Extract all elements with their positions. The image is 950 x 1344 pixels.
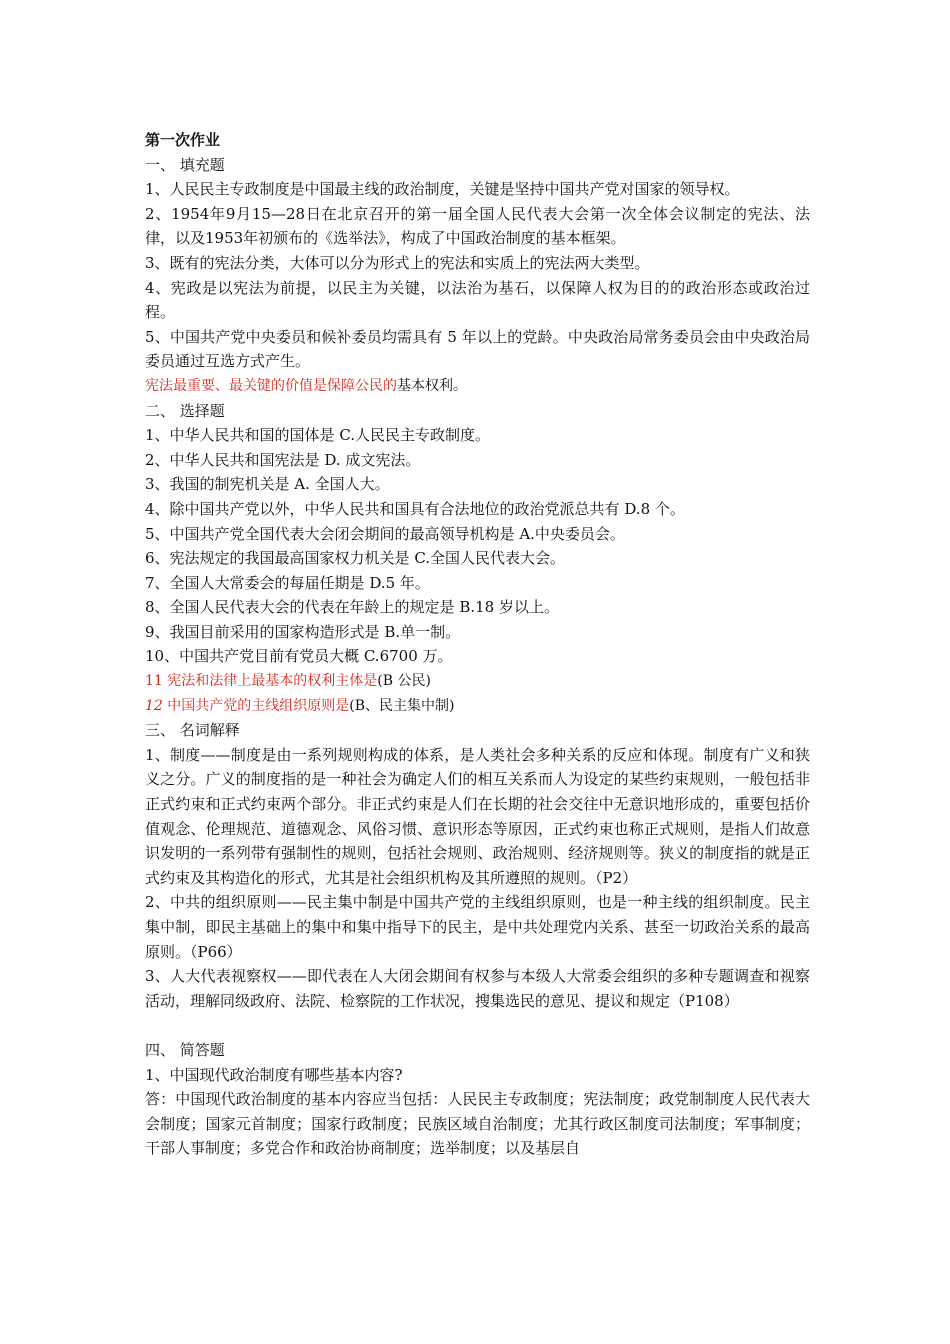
fill-item-3: 3、既有的宪法分类，大体可以分为形式上的宪法和实质上的宪法两大类型。 xyxy=(145,253,650,272)
fill-note-black: 基本权利。 xyxy=(397,377,467,394)
fill-note-red: 宪法最重要、最关键的价值是保障公民的 xyxy=(145,377,397,394)
choice-item-12 xyxy=(145,694,810,719)
term-item-1: 1、制度——制度是由一系列规则构成的体系，是人类社会多种关系的反应和体现。制度有广义和狭义之分。广义的制度指的是一种社会为确定人们的相互关系而人为设定的某些约束规则，一般包括非正式约束和正式约束两个部分。非正式约束是人们在长期的社会交往中无意识地形成的，重要包括价值观念、伦理规范、道德观念、风俗习惯、意识形态等原因，正式约束也称正式规则，是指人们故意识发明的一系列带有强制性的规则，包括社会规则、政治规则、经济规则等。狭义的制度指的就是正式约束及其构造化的形式，尤其是社会组织机构及其所遵照的规则。（P2） xyxy=(145,745,810,887)
section-heading-choice: 二、 选择题 xyxy=(145,401,225,420)
fill-item-1: 1、人民民主专政制度是中国最主线的政治制度，关键是坚持中国共产党对国家的领导权。 xyxy=(145,180,740,199)
short-answer-question: 1、中国现代政治制度有哪些基本内容? xyxy=(145,1065,403,1084)
doc-title: 第一次作业 xyxy=(145,131,221,149)
document-page xyxy=(145,128,810,1161)
choice-item-2: 2、中华人民共和国宪法是 D. 成文宪法。 xyxy=(145,450,421,469)
fill-note xyxy=(145,374,810,399)
choice-item-12-black: (B、民主集中制) xyxy=(349,697,455,714)
choice-item-6: 6、宪法规定的我国最高国家权力机关是 C.全国人民代表大会。 xyxy=(145,549,566,568)
choice-item-12-red: 中国共产党的主线组织原则是 xyxy=(162,697,350,714)
choice-item-9: 9、我国目前采用的国家构造形式是 B.单一制。 xyxy=(145,622,461,641)
section-heading-terms: 三、 名词解释 xyxy=(145,721,240,740)
choice-item-1: 1、中华人民共和国的国体是 C.人民民主专政制度。 xyxy=(145,426,491,445)
blank-line xyxy=(145,1013,810,1038)
choice-item-7: 7、全国人大常委会的每届任期是 D.5 年。 xyxy=(145,573,430,592)
choice-item-4: 4、除中国共产党以外，中华人民共和国具有合法地位的政治党派总共有 D.8 个。 xyxy=(145,499,685,518)
choice-item-11-black: (B 公民) xyxy=(377,673,431,690)
choice-item-5: 5、中国共产党全国代表大会闭会期间的最高领导机构是 A.中央委员会。 xyxy=(145,524,625,543)
fill-item-4: 4、宪政是以宪法为前提，以民主为关键，以法治为基石，以保障人权为目的的政治形态或政治过程。 xyxy=(145,278,810,322)
fill-item-2: 2、1954年9月15—28日在北京召开的第一届全国人民代表大会第一次全体会议制定的宪法、法律，以及1953年初颁布的《选举法》，构成了中国政治制度的基本框架。 xyxy=(145,204,810,248)
choice-item-3: 3、我国的制宪机关是 A. 全国人大。 xyxy=(145,475,390,494)
section-heading-short-answer: 四、 简答题 xyxy=(145,1040,225,1059)
choice-item-11 xyxy=(145,669,810,694)
term-item-2: 2、中共的组织原则——民主集中制是中国共产党的主线组织原则，也是一种主线的组织制度。民主集中制，即民主基础上的集中和集中指导下的民主，是中共处理党内关系、甚至一切政治关系的最高原则。（P66） xyxy=(145,893,810,961)
short-answer-text: 答：中国现代政治制度的基本内容应当包括：人民民主专政制度；宪法制度；政党制制度人民代表大会制度；国家元首制度；国家行政制度；民族区域自治制度；尤其行政区制度司法制度；军事制度；干部人事制度；多党合作和政治协商制度；选举制度；以及基层自 xyxy=(145,1090,810,1158)
section-heading-fill: 一、 填充题 xyxy=(145,155,225,174)
term-item-3: 3、人大代表视察权——即代表在人大闭会期间有权参与本级人大常委会组织的多种专题调查和视察活动，理解同级政府、法院、检察院的工作状况，搜集选民的意见、提议和规定（P108） xyxy=(145,967,810,1010)
choice-item-12-number: 12 xyxy=(145,697,163,714)
fill-item-5: 5、中国共产党中央委员和候补委员均需具有 5 年以上的党龄。中央政治局常务委员会由中央政治局委员通过互选方式产生。 xyxy=(145,327,810,371)
choice-item-11-red: 11 宪法和法律上最基本的权利主体是 xyxy=(145,673,378,690)
choice-item-8: 8、全国人民代表大会的代表在年龄上的规定是 B.18 岁以上。 xyxy=(145,598,559,617)
choice-item-10: 10、中国共产党目前有党员大概 C.6700 万。 xyxy=(145,647,453,666)
